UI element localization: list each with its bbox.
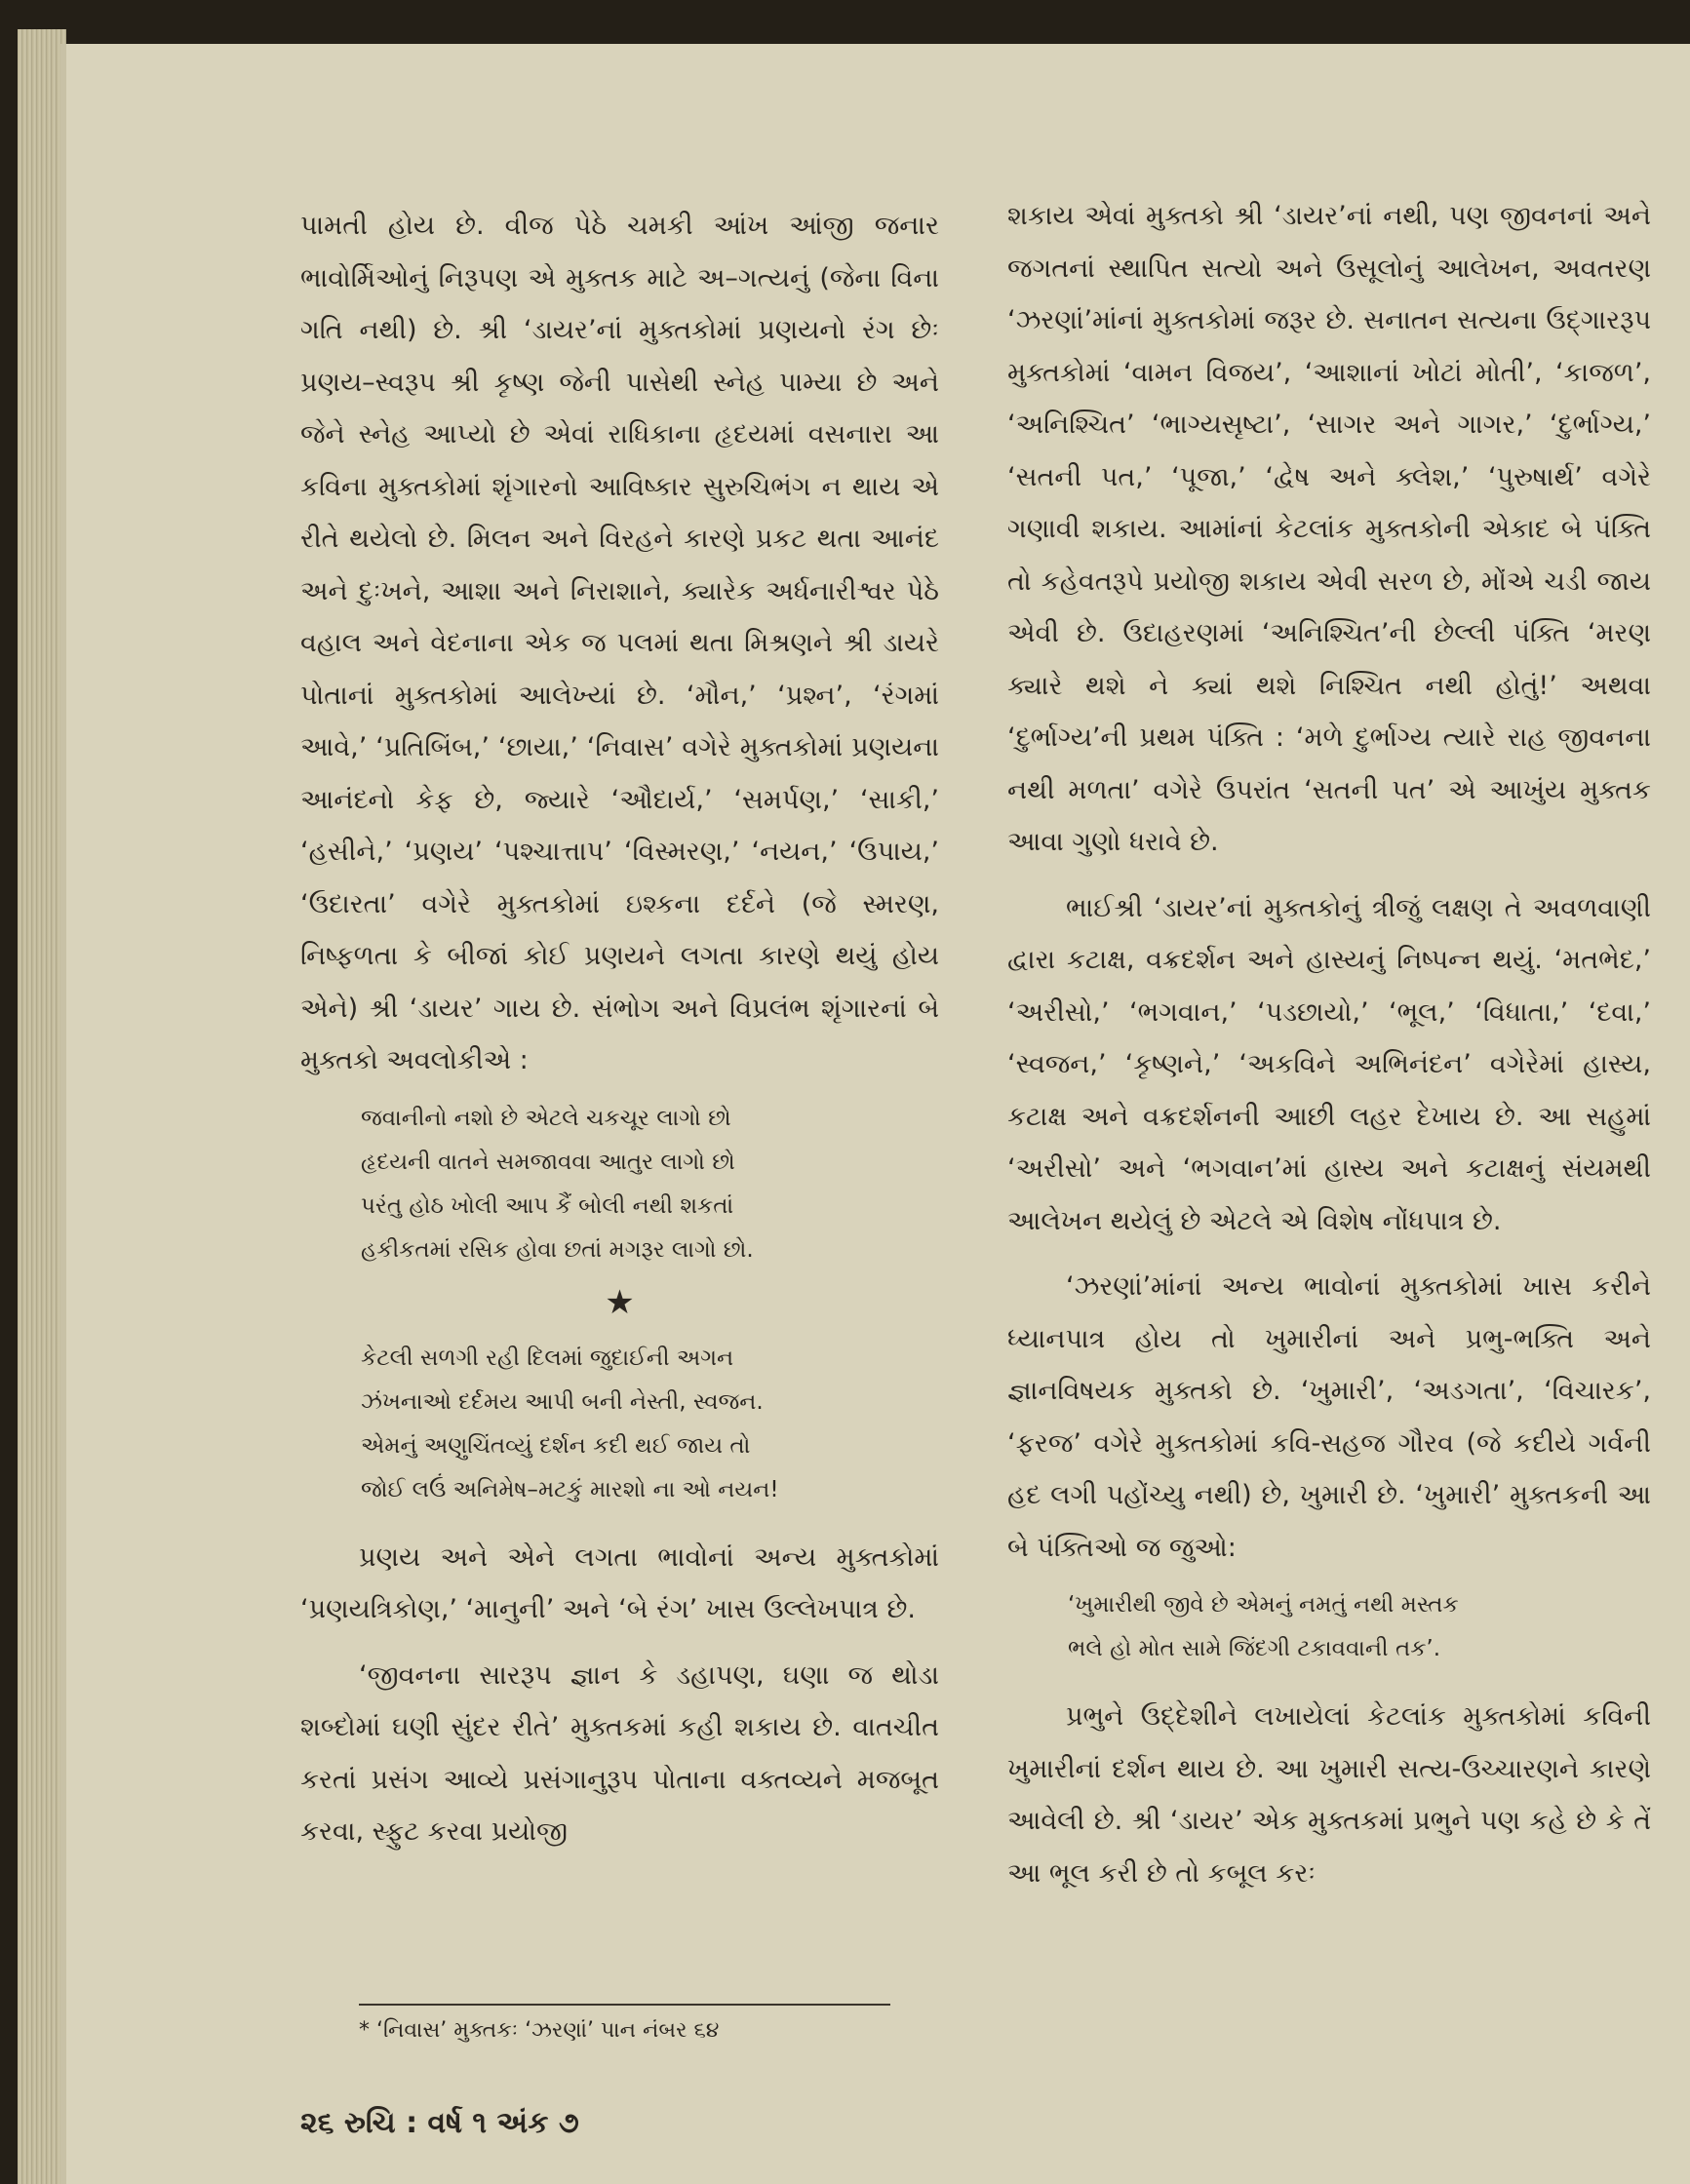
verse-line: ‘ખુમારીથી જીવે છે એમનું નમતું નથી મસ્તક: [1068, 1592, 1459, 1618]
verse-line: ઝંખનાઓ દર્દમય આપી બની નેસ્તી, સ્વજન.: [361, 1388, 764, 1415]
magazine-page: [60, 44, 1690, 2184]
verse-line: હૃદયની વાતને સમજાવવા આતુર લાગો છો: [361, 1149, 735, 1175]
left-paragraph-2: પ્રણય અને એને લગતા ભાવોનાં અન્ય મુક્તકોમાં ‘પ્રણયત્રિકોણ,’ ‘માનુની’ અને ‘બે રંગ’ ખાસ ઉલ્લેખપાત્ર છે.: [300, 1541, 939, 1624]
verse-line: જવાનીનો નશો છે એટલે ચકચૂર લાગો છો: [361, 1105, 731, 1131]
footnote-divider: [359, 2004, 890, 2006]
star-separator-icon: ★: [605, 1282, 635, 1322]
verse-block-3: [1007, 1583, 1651, 1671]
verse-block-1: [300, 1097, 939, 1272]
right-paragraph-2: ભાઈશ્રી ‘ડાયર’નાં મુક્તકોનું ત્રીજું લક્ષણ તે અવળવાણી દ્વારા કટાક્ષ, વક્રદર્શન અને હાસ્યનું નિષ્પન્ન થયું. ‘મતભેદ,’ ‘અરીસો,’ ‘ભગવાન,’ ‘પડછાયો,’ ‘ભૂલ,’ ‘વિધાતા,’ ‘દવા,’ ‘સ્વજન,’ ‘કૃષ્ણને,’ ‘અકવિને અભિનંદન’ વગેરેમાં હાસ્ય, કટાક્ષ અને વક્રદર્શનની આછી લહર દેખાય છે. આ સહુમાં ‘અરીસો’ અને ‘ભગવાન’માં હાસ્ય અને કટાક્ષનું સંયમથી આલેખન થયેલું છે એટલે એ વિશેષ નોંધપાત્ર છે.: [1007, 892, 1651, 1236]
left-paragraph-1: પામતી હોય છે. વીજ પેઠે ચમકી આંખ આંજી જનાર ભાવોર્મિઓનું નિરૂપણ એ મુક્તક માટે અ–ગત્યનું (જેના વિના ગતિ નથી) છે. શ્રી ‘ડાયર’નાં મુક્તકોમાં પ્રણયનો રંગ છેઃ પ્રણય–સ્વરૂપ શ્રી કૃષ્ણ જેની પાસેથી સ્નેહ પામ્યા છે અને જેને સ્નેહ આપ્યો છે એવાં રાધિકાના હૃદયમાં વસનારા આ કવિના મુક્તકોમાં શૃંગારનો આવિષ્કાર સુરુચિભંગ ન થાય એ રીતે થયેલો છે. મિલન અને વિરહને કારણે પ્રકટ થતા આનંદ અને દુઃખને, આશા અને નિરાશાને, ક્યારેક અર્ધનારીશ્વર પેઠે વહાલ અને વેદનાના એક જ પલમાં થતા મિશ્રણને શ્રી ડાયરે પોતાનાં મુક્તકોમાં આલેખ્યાં છે. ‘મૌન,’ ‘પ્રશ્ન’, ‘રંગમાં આવે,’ ‘પ્રતિબિંબ,’ ‘છાયા,’ ‘નિવાસ’ વગેરે મુક્તકોમાં પ્રણયના આનંદનો કેફ છે, જ્યારે ‘ઔદાર્ય,’ ‘સમર્પણ,’ ‘સાકી,’ ‘હસીને,’ ‘પ્રણય’ ‘પશ્ચાત્તાપ’ ‘વિસ્મરણ,’ ‘નયન,’ ‘ઉપાય,’ ‘ઉદારતા’ વગેરે મુક્તકોમાં ઇશ્કના દર્દને (જે સ્મરણ, નિષ્ફળતા કે બીજાં કોઈ પ્રણયને લગતા કારણે થયું હોય એને) શ્રી ‘ડાયર’ ગાય છે. સંભોગ અને વિપ્રલંભ શૃંગારનાં બે મુક્તકો અવલોકીએ :: [300, 211, 939, 1075]
left-column: [300, 200, 939, 1858]
verse-line: ભલે હો મોત સામે જિંદગી ટકાવવાની તક’.: [1068, 1636, 1441, 1661]
right-column: [1007, 190, 1651, 1899]
verse-line: એમનું અણુચિંતવ્યું દર્શન કદી થઈ જાય તો: [361, 1432, 751, 1459]
page-footer: ૨૬ રુચિ : વર્ષ ૧ અંક ૭: [300, 2106, 579, 2140]
right-paragraph-3: ‘ઝરણાં’માંનાં અન્ય ભાવોનાં મુક્તકોમાં ખાસ કરીને ધ્યાનપાત્ર હોય તો ખુમારીનાં અને પ્રભુ-ભક્તિ અને જ્ઞાનવિષયક મુક્તકો છે. ‘ખુમારી’, ‘અડગતા’, ‘વિચારક’, ‘ફરજ’ વગેરે મુક્તકોમાં કવિ-સહજ ગૌરવ (જે કદીયે ગર્વની હદ લગી પહોંચ્યુ નથી) છે, ખુમારી છે. ‘ખુમારી’ મુક્તકની આ બે પંક્તિઓ જ જુઓ:: [1007, 1271, 1651, 1563]
verse-line: કેટલી સળગી રહી દિલમાં જુદાઈની અગન: [361, 1345, 734, 1371]
verse-line: જોઈ લઉં અનિમેષ–મટકું મારશો ના ઓ નયન!: [361, 1476, 779, 1502]
verse-line: હકીકતમાં રસિક હોવા છતાં મગરૂર લાગો છો.: [361, 1236, 754, 1263]
footnote: * ‘નિવાસ’ મુક્તકઃ ‘ઝરણાં’ પાન નંબર ૬૪: [359, 2018, 720, 2043]
right-paragraph-4: પ્રભુને ઉદ્દેશીને લખાયેલાં કેટલાંક મુક્તકોમાં કવિની ખુમારીનાં દર્શન થાય છે. આ ખુમારી સત્ય-ઉચ્ચારણને કારણે આવેલી છે. શ્રી ‘ડાયર’ એક મુક્તકમાં પ્રભુને પણ કહે છે કે તેં આ ભૂલ કરી છે તો કબૂલ કરઃ: [1007, 1701, 1651, 1889]
book-page-edge: [18, 29, 66, 2184]
right-paragraph-1: શકાય એવાં મુક્તકો શ્રી ‘ડાયર’નાં નથી, પણ જીવનનાં અને જગતનાં સ્થાપિત સત્યો અને ઉસૂલોનું આલેખન, અવતરણ ‘ઝરણાં’માંનાં મુક્તકોમાં જરૂર છે. સનાતન સત્યના ઉદ્‌ગારરૂપ મુક્તકોમાં ‘વામન વિજય’, ‘આશાનાં ખોટાં મોતી’, ‘કાજળ’, ‘અનિશ્ચિત’ ‘ભાગ્યસૃષ્ટા’, ‘સાગર અને ગાગર,’ ‘દુર્ભાગ્ય,’ ‘સતની પત,’ ‘પૂજા,’ ‘દ્વેષ અને ક્લેશ,’ ‘પુરુષાર્થ’ વગેરે ગણાવી શકાય. આમાંનાં કેટલાંક મુક્તકોની એકાદ બે પંક્તિ તો કહેવતરૂપે પ્રયોજી શકાય એવી સરળ છે, મોંએ ચડી જાય એવી છે. ઉદાહરણમાં ‘અનિશ્ચિત’ની છેલ્લી પંક્તિ ‘મરણ ક્યારે થશે ને ક્યાં થશે નિશ્ચિત નથી હોતું!’ અથવા ‘દુર્ભાગ્ય’ની પ્રથમ પંક્તિ : ‘મળે દુર્ભાગ્ય ત્યારે રાહ જીવનના નથી મળતા’ વગેરે ઉપરાંત ‘સતની પત’ એ આખુંય મુક્તક આવા ગુણો ધરાવે છે.: [1007, 201, 1651, 857]
verse-line: પરંતુ હોઠ ખોલી આપ કૈં બોલી નથી શકતાં: [361, 1192, 734, 1219]
verse-block-2: [300, 1337, 939, 1512]
left-paragraph-3: ‘જીવનના સારરૂપ જ્ઞાન કે ડહાપણ, ઘણા જ થોડા શબ્દોમાં ઘણી સુંદર રીતે’ મુક્તકમાં કહી શકાય છે. વાતચીત કરતાં પ્રસંગ આવ્યે પ્રસંગાનુરૂપ પોતાના વક્તવ્યને મજબૂત કરવા, સ્ફુટ કરવા પ્રયોજી: [300, 1659, 939, 1847]
